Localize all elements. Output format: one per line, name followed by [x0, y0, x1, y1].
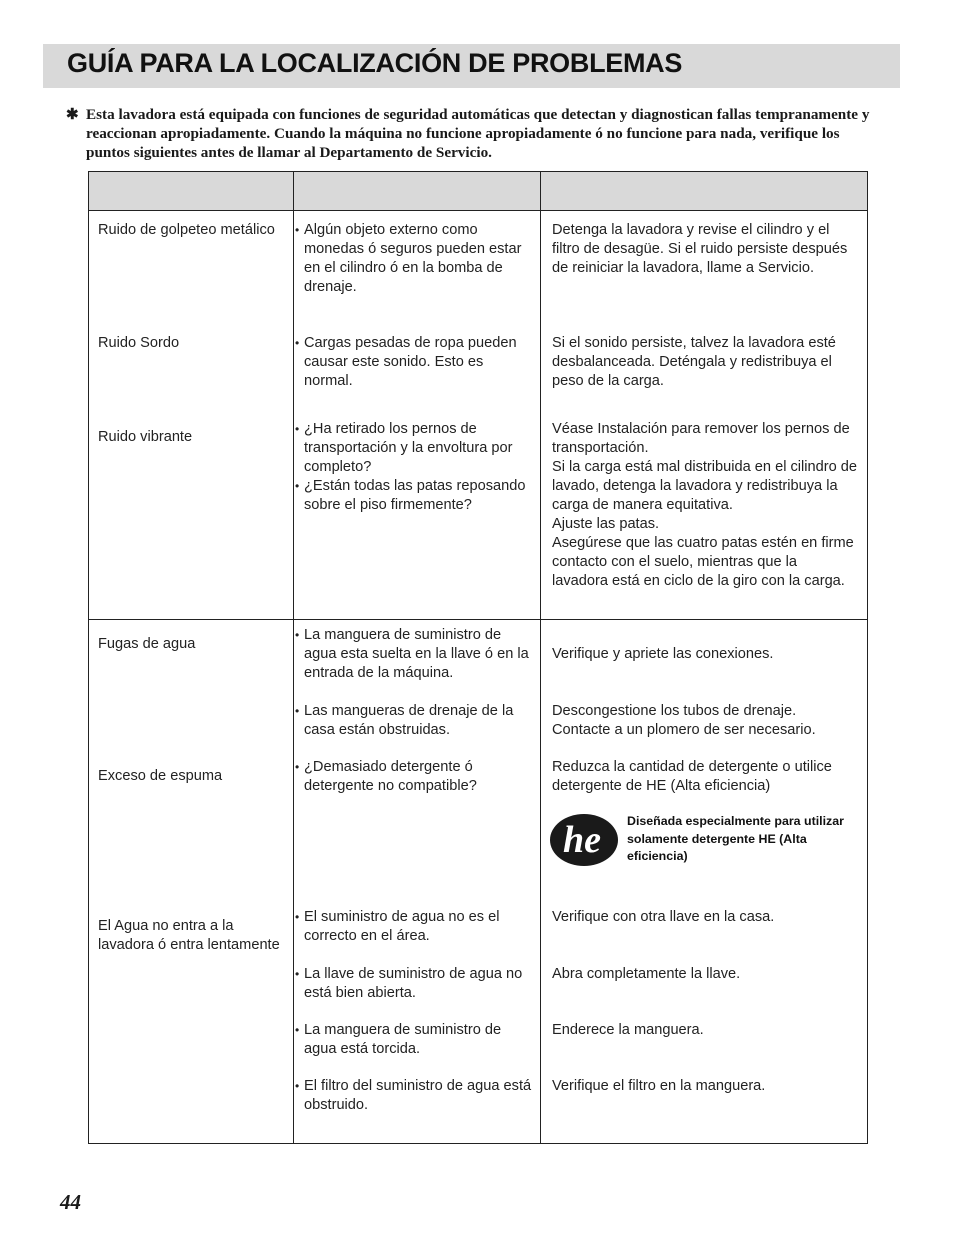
bullet-icon: • [295, 223, 300, 237]
column-divider [293, 172, 294, 1143]
page-title: GUÍA PARA LA LOCALIZACIÓN DE PROBLEMAS [67, 48, 683, 78]
cause-cell: • ¿Están todas las patas reposando sobre el piso firmemente? [295, 478, 526, 513]
cause-cell: • La manguera de suministro de agua está torcida. [295, 1022, 502, 1057]
cause-cell: • El suministro de agua no es el correcto en el área. [295, 909, 500, 944]
cause-cell: • Cargas pesadas de ropa pueden causar este sonido. Esto es normal. [295, 335, 517, 389]
problem-cell: El Agua no entra a la lavadora ó entra lentamente [98, 918, 280, 953]
bullet-icon: • [295, 422, 300, 436]
solution-cell: Verifique con otra llave en la casa. [552, 909, 775, 925]
he-logo-letters: he [563, 819, 601, 861]
cause-cell: • La manguera de suministro de agua esta suelta en la llave ó en la entrada de la máquina. [295, 627, 529, 681]
problem-cell: Ruido de golpeteo metálico [98, 222, 275, 238]
bullet-icon: • [295, 336, 300, 350]
intro-text: Esta lavadora está equipada con funciones de seguridad automáticas que detectan y diagnostican fallas tempranamente y reaccionan apropiadamente. Cuando la máquina no funcione apropiadamente ó no funcione para nada, verifique los puntos siguientes antes de llamar al Departamento de Servicio. [86, 106, 870, 161]
cause-cell: • La llave de suministro de agua no está bien abierta. [295, 966, 523, 1001]
solution-cell: Descongestione los tubos de drenaje. Contacte a un plomero de ser necesario. [552, 703, 816, 738]
cause-cell: • Las mangueras de drenaje de la casa están obstruidas. [295, 703, 514, 738]
bullet-icon: • [295, 1079, 300, 1093]
cause-cell: • Algún objeto externo como monedas ó seguros pueden estar en el cilindro ó en la bomba de drenaje. [295, 222, 522, 295]
solution-cell: Enderece la manguera. [552, 1022, 704, 1038]
solution-cell: Si el sonido persiste, talvez la lavadora esté desbalanceada. Deténgala y redistribuya el peso de la carga. [552, 335, 836, 389]
solution-cell: Reduzca la cantidad de detergente o utilice detergente de HE (Alta eficiencia) [552, 759, 832, 794]
problem-cell: Ruido Sordo [98, 335, 180, 351]
table-header [89, 172, 867, 211]
column-divider [540, 172, 541, 1143]
page-title-bar [43, 44, 900, 88]
troubleshooting-table [88, 171, 868, 1144]
solution-cell: Verifique y apriete las conexiones. [552, 646, 774, 662]
page-number: 44 [60, 1190, 81, 1214]
solution-cell: Detenga la lavadora y revise el cilindro y el filtro de desagüe. Si el ruido persiste después de reiniciar la lavadora, llame a Servicio. [552, 222, 848, 276]
he-note: Diseñada especialmente para utilizar solamente detergente HE (Alta eficiencia) [627, 814, 844, 863]
problem-cell: Exceso de espuma [98, 768, 223, 784]
bullet-icon: • [295, 479, 300, 493]
asterisk-icon: ✱ [66, 107, 79, 123]
he-logo-icon [549, 812, 619, 868]
bullet-icon: • [295, 628, 300, 642]
cause-cell: • El filtro del suministro de agua está obstruido. [295, 1078, 532, 1113]
problem-cell: Fugas de agua [98, 636, 196, 652]
solution-cell: Verifique el filtro en la manguera. [552, 1078, 766, 1094]
cause-cell: • ¿Ha retirado los pernos de transportación y la envoltura por completo? [295, 421, 513, 475]
bullet-icon: • [295, 967, 300, 981]
bullet-icon: • [295, 910, 300, 924]
bullet-icon: • [295, 704, 300, 718]
cause-cell: • ¿Demasiado detergente ó detergente no compatible? [295, 759, 477, 794]
intro-note [66, 105, 886, 162]
row-divider [89, 619, 867, 620]
bullet-icon: • [295, 760, 300, 774]
problem-cell: Ruido vibrante [98, 429, 193, 445]
solution-cell: Abra completamente la llave. [552, 966, 741, 982]
bullet-icon: • [295, 1023, 300, 1037]
solution-cell: Véase Instalación para remover los pernos de transportación. Si la carga está mal distribuida en el cilindro de lavado, detenga la lavadora y redistribuya la carga de manera equitativa. Ajuste las patas. Asegúrese que las cuatro patas estén en firme contacto con el suelo, mientras que la lavadora está en ciclo de la giro con la carga. [552, 421, 858, 589]
